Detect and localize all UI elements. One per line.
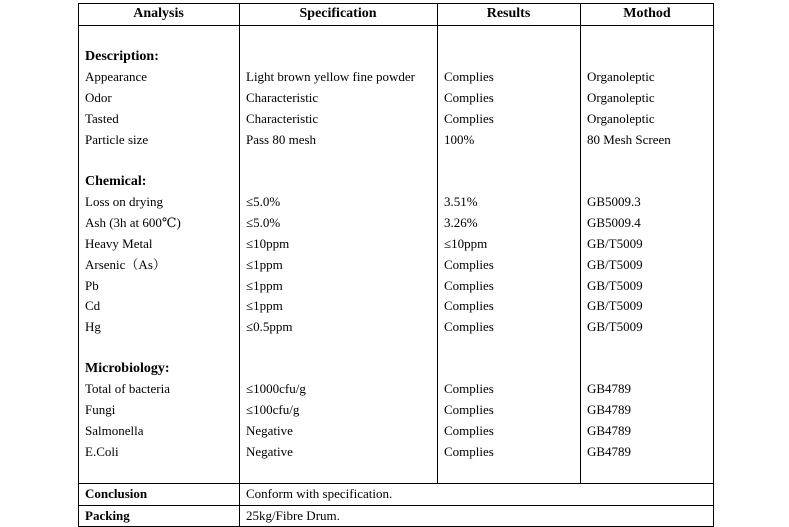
- section-title-description: Description:: [85, 49, 159, 64]
- row-analysis: Tasted: [85, 111, 119, 126]
- row-analysis: Heavy Metal: [85, 236, 153, 251]
- row-method: Organoleptic: [587, 90, 655, 105]
- row-specification: Negative: [246, 444, 293, 459]
- row-specification: ≤5.0%: [246, 215, 281, 230]
- row-result: Complies: [444, 90, 494, 105]
- section-title-microbiology: Microbiology:: [85, 361, 170, 376]
- row-method: GB5009.3: [587, 194, 641, 209]
- row-method: GB4789: [587, 444, 632, 459]
- row-analysis: E.Coli: [85, 444, 119, 459]
- row-analysis: Ash (3h at 600℃): [85, 215, 181, 230]
- row-method: 80 Mesh Screen: [587, 132, 671, 147]
- row-specification: Characteristic: [246, 90, 319, 105]
- row-specification: Pass 80 mesh: [246, 132, 317, 147]
- column-divider-3: [580, 3, 581, 483]
- row-result: Complies: [444, 69, 494, 84]
- row-method: GB/T5009: [587, 278, 643, 293]
- row-method: GB/T5009: [587, 257, 643, 272]
- row-method: Organoleptic: [587, 111, 655, 126]
- packing-label: Packing: [85, 508, 130, 523]
- row-result: Complies: [444, 319, 494, 334]
- row-specification: ≤1ppm: [246, 278, 283, 293]
- row-analysis: Arsenic（As）: [85, 257, 166, 272]
- row-specification: ≤5.0%: [246, 194, 281, 209]
- row-method: GB/T5009: [587, 319, 643, 334]
- row-method: GB5009.4: [587, 215, 641, 230]
- row-specification: ≤1000cfu/g: [246, 381, 306, 396]
- row-analysis: Particle size: [85, 132, 149, 147]
- row-result: Complies: [444, 402, 494, 417]
- row-analysis: Fungi: [85, 402, 116, 417]
- analysis-certificate-table: [78, 3, 714, 527]
- row-specification: ≤1ppm: [246, 257, 283, 272]
- row-specification: ≤10ppm: [246, 236, 290, 251]
- conclusion-value: Conform with specification.: [246, 486, 393, 501]
- row-method: GB/T5009: [587, 236, 643, 251]
- column-divider-1: [239, 3, 240, 527]
- row-result: Complies: [444, 444, 494, 459]
- conclusion-label: Conclusion: [85, 486, 148, 501]
- row-analysis: Odor: [85, 90, 112, 105]
- row-result: Complies: [444, 298, 494, 313]
- row-analysis: Pb: [85, 278, 99, 293]
- row-analysis: Cd: [85, 298, 101, 313]
- row-result: Complies: [444, 423, 494, 438]
- row-method: Organoleptic: [587, 69, 655, 84]
- row-specification: ≤100cfu/g: [246, 402, 300, 417]
- row-specification: Characteristic: [246, 111, 319, 126]
- header-method: Mothod: [623, 6, 671, 21]
- row-result: Complies: [444, 278, 494, 293]
- row-analysis: Loss on drying: [85, 194, 163, 209]
- row-analysis: Appearance: [85, 69, 148, 84]
- header-specification: Specification: [299, 6, 377, 21]
- row-result: Complies: [444, 381, 494, 396]
- row-method: GB/T5009: [587, 298, 643, 313]
- header-divider: [78, 25, 714, 26]
- header-results: Results: [486, 6, 531, 21]
- packing-value: 25kg/Fibre Drum.: [246, 508, 340, 523]
- row-specification: Negative: [246, 423, 293, 438]
- section-title-chemical: Chemical:: [85, 174, 147, 189]
- conclusion-divider: [78, 483, 714, 484]
- row-result: ≤10ppm: [444, 236, 488, 251]
- row-result: Complies: [444, 257, 494, 272]
- row-specification: ≤1ppm: [246, 298, 283, 313]
- row-result: 3.26%: [444, 215, 478, 230]
- row-result: 100%: [444, 132, 475, 147]
- row-analysis: Hg: [85, 319, 101, 334]
- row-method: GB4789: [587, 402, 632, 417]
- row-result: Complies: [444, 111, 494, 126]
- row-specification: Light brown yellow fine powder: [246, 69, 415, 84]
- row-analysis: Salmonella: [85, 423, 144, 438]
- row-method: GB4789: [587, 381, 632, 396]
- row-specification: ≤0.5ppm: [246, 319, 293, 334]
- header-analysis: Analysis: [133, 6, 184, 21]
- packing-divider: [78, 505, 714, 506]
- row-analysis: Total of bacteria: [85, 381, 170, 396]
- column-divider-2: [437, 3, 438, 483]
- row-result: 3.51%: [444, 194, 478, 209]
- row-method: GB4789: [587, 423, 632, 438]
